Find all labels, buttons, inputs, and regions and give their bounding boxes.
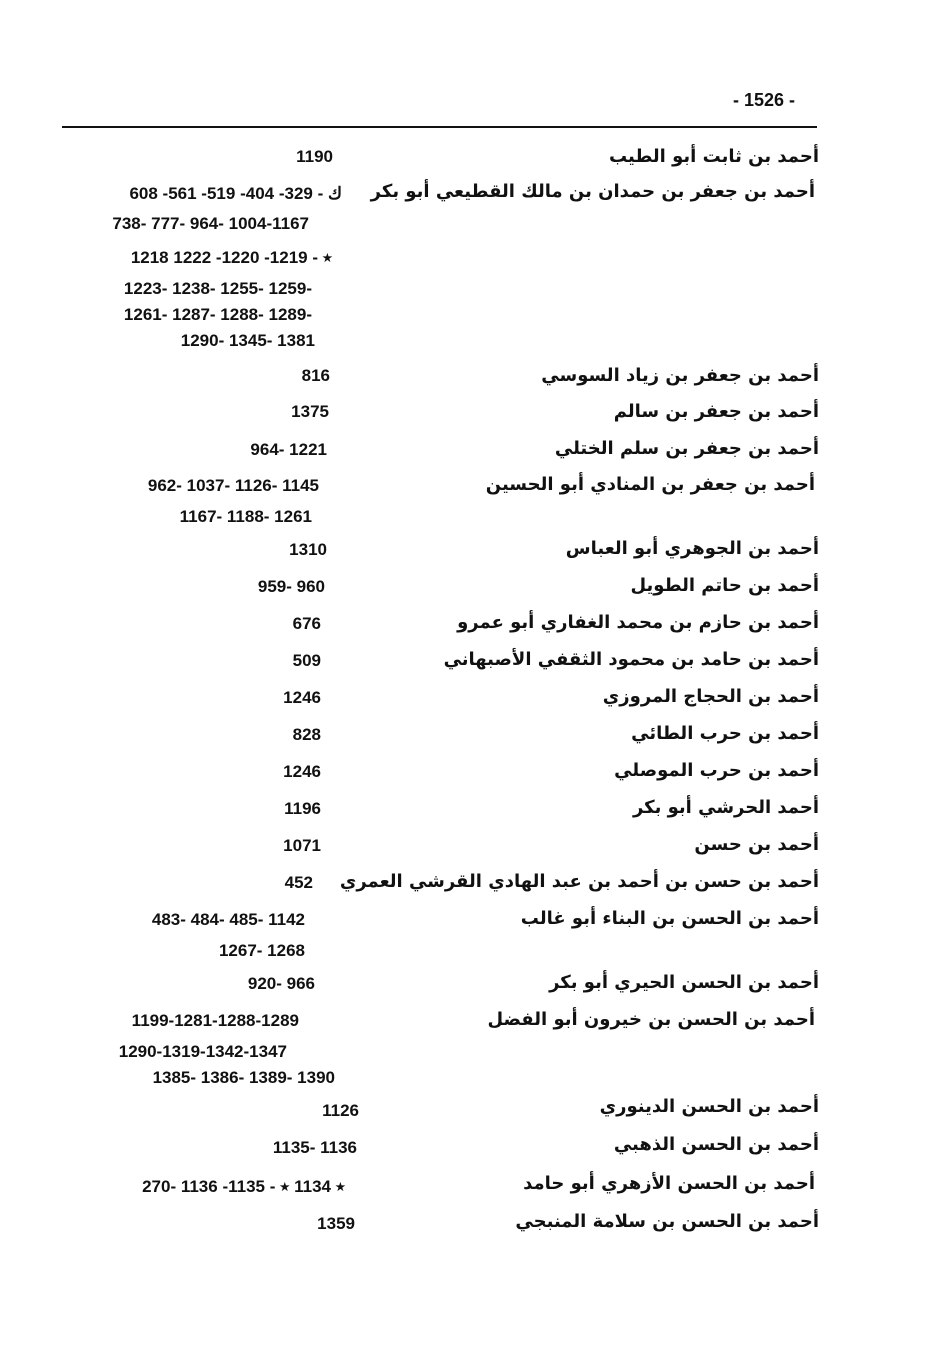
entry-name: أحمد بن جعفر بن حمدان بن مالك القطيعي أبو بكر: [370, 181, 815, 202]
entry-name: أحمد بن حسن بن أحمد بن عبد الهادي القرشي العمري: [339, 871, 819, 892]
entry-name: أحمد بن الحسن بن البناء أبو غالب: [520, 908, 819, 929]
page-number: - 1526 -: [733, 90, 796, 110]
entry-page-refs: 1190: [296, 147, 333, 166]
entry-name: أحمد بن حرب الموصلي: [614, 760, 819, 781]
entry-name: أحمد بن جعفر بن زياد السوسي: [541, 365, 819, 386]
entry-page-refs: 1290-1319-1342-1347: [118, 1042, 287, 1061]
entry-page-refs: 452: [284, 873, 313, 892]
entry-name: أحمد بن الحسن الذهبي: [613, 1134, 819, 1155]
entry-name: أحمد بن الحسن الدينوري: [599, 1096, 819, 1117]
entry-page-refs: 962- 1037- 1126- 1145: [147, 476, 319, 495]
entry-page-refs: 1071: [283, 836, 321, 855]
entry-page-refs: 1135- 1136: [272, 1138, 357, 1157]
entry-page-refs: 1359: [317, 1214, 355, 1233]
entry-page-refs: 1196: [284, 799, 321, 818]
entry-name: أحمد بن حرب الطائي: [631, 723, 819, 744]
entry-page-refs: 1246: [283, 762, 321, 781]
entry-page-refs: 1246: [283, 688, 321, 707]
entry-page-refs: 676: [292, 614, 321, 633]
entry-name: أحمد بن حامد بن محمود الثقفي الأصبهاني: [443, 649, 819, 670]
entry-name: أحمد بن حسن: [694, 834, 819, 855]
entry-name: أحمد بن حازم بن محمد الغفاري أبو عمرو: [457, 612, 819, 633]
entry-page-refs: 828: [292, 725, 321, 744]
entry-page-refs: 1223- 1238- 1255- 1259-: [123, 279, 312, 298]
entry-page-refs: 1261- 1287- 1288- 1289-: [123, 305, 312, 324]
entry-page-refs: 1199-1281-1288-1289: [131, 1011, 299, 1030]
entry-page-refs: 1267- 1268: [218, 941, 305, 960]
entry-page-refs: 738- 777- 964- 1004-1167: [112, 214, 309, 233]
entry-name: أحمد بن الجوهري أبو العباس: [565, 538, 819, 559]
entry-page-refs: 1310: [289, 540, 327, 559]
entry-name: أحمد بن جعفر بن سلم الختلي: [554, 438, 819, 459]
entry-page-refs: 1126: [322, 1101, 359, 1120]
entry-page-refs: ك - 329- 404- 519- 561- 608: [129, 184, 342, 203]
entry-page-refs: 1167- 1188- 1261: [179, 507, 312, 526]
entry-name: أحمد الحرشي أبو بكر: [632, 797, 819, 818]
entry-name: أحمد بن الحجاج المروزي: [602, 686, 819, 707]
header-rule: [62, 126, 817, 128]
entry-page-refs: 816: [301, 366, 330, 385]
entry-name: أحمد بن ثابت أبو الطيب: [608, 146, 819, 167]
entry-page-refs: 1218 ٭ - 1219- 1220- 1222: [130, 248, 332, 267]
entry-page-refs: 270- ٭ 1134 ٭ - 1135- 1136: [142, 1177, 345, 1196]
entry-page-refs: 483- 484- 485- 1142: [151, 910, 305, 929]
entry-page-refs: 920- 966: [247, 974, 315, 993]
entry-name: أحمد بن حاتم الطويل: [630, 575, 819, 596]
entry-page-refs: 1385- 1386- 1389- 1390: [152, 1068, 335, 1087]
entry-name: أحمد بن جعفر بن سالم: [613, 401, 819, 422]
entry-page-refs: 964- 1221: [250, 440, 327, 459]
entry-page-refs: 959- 960: [257, 577, 325, 596]
entry-name: أحمد بن الحسن الحيري أبو بكر: [549, 972, 819, 993]
entry-name: أحمد بن جعفر بن المنادي أبو الحسين: [485, 474, 815, 495]
entry-name: أحمد بن الحسن بن خيرون أبو الفضل: [487, 1009, 815, 1030]
entry-page-refs: 1375: [291, 402, 329, 421]
entry-name: أحمد بن الحسن الأزهري أبو حامد: [523, 1173, 815, 1194]
entry-page-refs: 509: [292, 651, 321, 670]
entry-name: أحمد بن الحسن بن سلامة المنبجي: [515, 1211, 819, 1232]
entry-page-refs: 1290- 1345- 1381: [180, 331, 315, 350]
